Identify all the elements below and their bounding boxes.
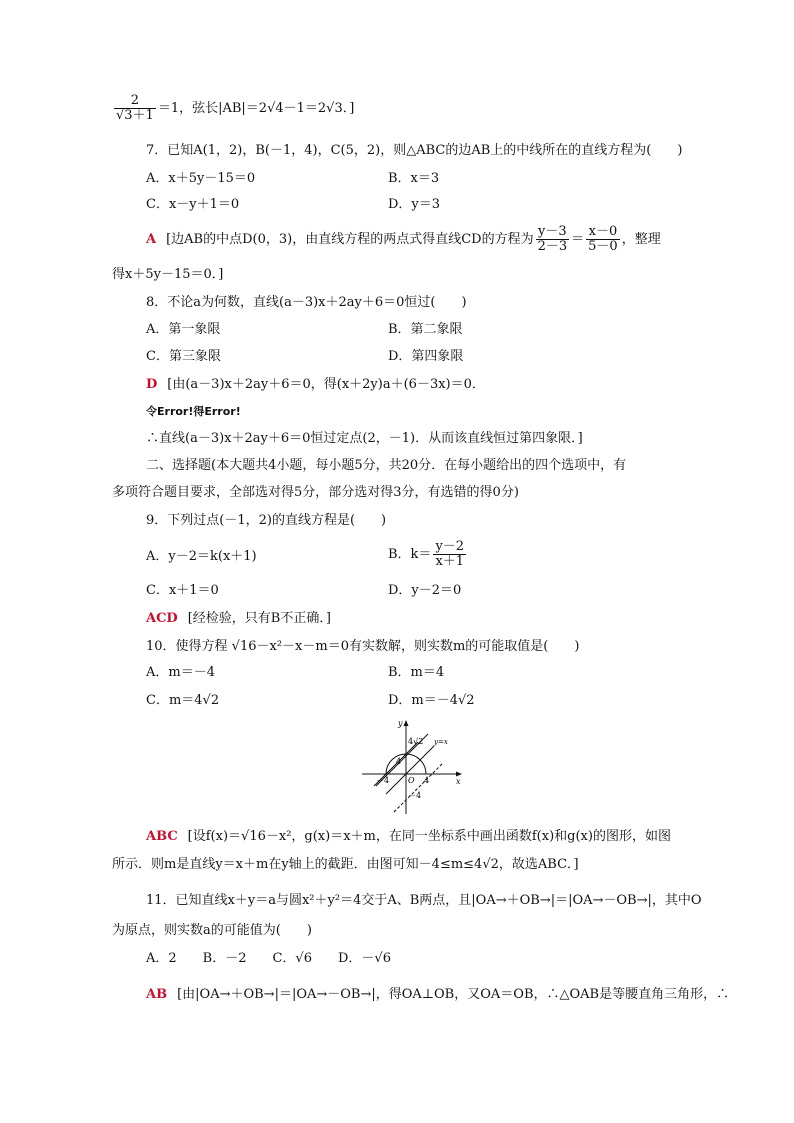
- answer-7-line2: 得x＋5y－15＝0．]: [112, 267, 224, 282]
- question-11-line2: 为原点，则实数a的可能值为( ): [112, 923, 312, 938]
- q10-option-c: C．m＝4√2: [146, 693, 220, 708]
- answer-tag: D: [146, 377, 158, 392]
- line-y-equals-x: [386, 746, 434, 794]
- answer-7: A [边AB的中点D(0，3)，由直线方程的两点式得直线CD的方程为 $\frac{y-3}{2-3}$ ＝ $\frac{x-0}{5-0}$ ，整理: [146, 224, 661, 254]
- y-axis-arrow-icon: [404, 720, 409, 726]
- answer-8: D [由(a－3)x＋2ay＋6＝0，得(x＋2y)a＋(6－3x)＝0．: [146, 377, 485, 392]
- q8-option-a: A．第一象限: [146, 322, 221, 337]
- answer-10-line2: 所示．则m是直线y＝x＋m在y轴上的截距．由图可知－4≤m≤4√2，故选ABC．]: [112, 857, 579, 872]
- x-axis-arrow-icon: [456, 772, 462, 777]
- fraction: $\frac{2}{√3+1}$: [116, 93, 154, 123]
- answer-10: ABC [设f(x)＝√16－x²，g(x)＝x＋m，在同一坐标系中画出函数f(x)和g(x)的图形，如图: [146, 829, 671, 844]
- prev-answer-tail: $\frac{2}{√3+1}$ ＝1，弦长|AB|＝2√4－1＝2√3．]: [116, 93, 355, 123]
- q7-option-a: A．x＋5y－15＝0: [146, 171, 256, 186]
- fraction: $\frac{x-0}{5-0}$: [588, 224, 618, 254]
- q7-option-d: D．y＝3: [388, 197, 441, 212]
- question-10: 10．使得方程 √16－x²－x－m＝0有实数解，则实数m的可能取值是( ): [146, 639, 580, 654]
- q7-option-b: B．x＝3: [388, 171, 440, 186]
- label-4-x: 4: [424, 776, 430, 785]
- q7-option-c: C．x－y＋1＝0: [146, 197, 240, 212]
- q10-option-b: B．m＝4: [388, 665, 445, 680]
- fraction: $\frac{y-2}{x+1}$: [435, 539, 465, 569]
- q9-option-d: D．y－2＝0: [388, 583, 462, 598]
- answer-tag: A: [146, 232, 157, 247]
- fraction: $\frac{y-3}{2-3}$: [537, 224, 568, 254]
- answer-8-error-line: 令Error!得Error!: [146, 405, 241, 418]
- question-7: 7．已知A(1，2)，B(－1，4)，C(5，2)，则△ABC的边AB上的中线所在的直线方程为( ): [146, 143, 683, 158]
- label-4sqrt2: 4√2: [408, 737, 424, 746]
- question-8: 8．不论a为何数，直线(a－3)x＋2ay＋6＝0恒过( ): [146, 295, 467, 310]
- q8-option-c: C．第三象限: [146, 349, 221, 364]
- question-11: 11．已知直线x＋y＝a与圆x²＋y²＝4交于A、B两点，且|OA→＋OB→|＝|OA→－OB→|，其中O: [146, 893, 702, 908]
- q9-option-c: C．x＋1＝0: [146, 583, 219, 598]
- q10-option-d: D．m＝－4√2: [388, 693, 475, 708]
- section-2-header: 二、选择题(本大题共4小题，每小题5分，共20分．在每小题给出的四个选项中，有: [146, 458, 627, 473]
- q11-options: A．2 B．－2 C．√6 D．－√6: [146, 951, 391, 966]
- answer-9: ACD [经检验，只有B不正确．]: [146, 611, 331, 626]
- label-y: y: [398, 719, 403, 728]
- label-origin: O: [408, 776, 415, 785]
- label-4-y: 4: [396, 757, 402, 766]
- answer-tag: ABC: [146, 829, 178, 844]
- q8-option-b: B．第二象限: [388, 322, 463, 337]
- label-x: x: [456, 777, 461, 786]
- answer-11: AB [由|OA→＋OB→|＝|OA→－OB→|，得OA⊥OB，又OA＝OB，∴△OAB是等腰直角三角形，∴: [146, 987, 730, 1002]
- q9-option-a: A．y－2＝k(x＋1): [146, 549, 257, 564]
- dashed-line: [394, 764, 442, 812]
- label-neg4-x: －4: [376, 776, 390, 785]
- q10-option-a: A．m＝－4: [146, 665, 215, 680]
- label-y-equals-x: y=x: [434, 738, 448, 746]
- label-neg4-y: －4: [408, 791, 422, 800]
- q9-option-b: B．k＝ $\frac{y-2}{x+1}$: [388, 539, 465, 569]
- question-9: 9．下列过点(－1，2)的直线方程是( ): [146, 513, 387, 528]
- answer-8-line3: ∴直线(a－3)x＋2ay＋6＝0恒过定点(2，－1)．从而该直线恒过第四象限．]: [146, 431, 583, 446]
- section-2-header-line2: 多项符合题目要求，全部选对得5分，部分选对得3分，有选错的得0分): [112, 485, 519, 500]
- function-graph-figure: [358, 716, 466, 816]
- answer-tag: AB: [146, 987, 168, 1002]
- answer-tag: ACD: [146, 611, 178, 626]
- q8-option-d: D．第四象限: [388, 349, 464, 364]
